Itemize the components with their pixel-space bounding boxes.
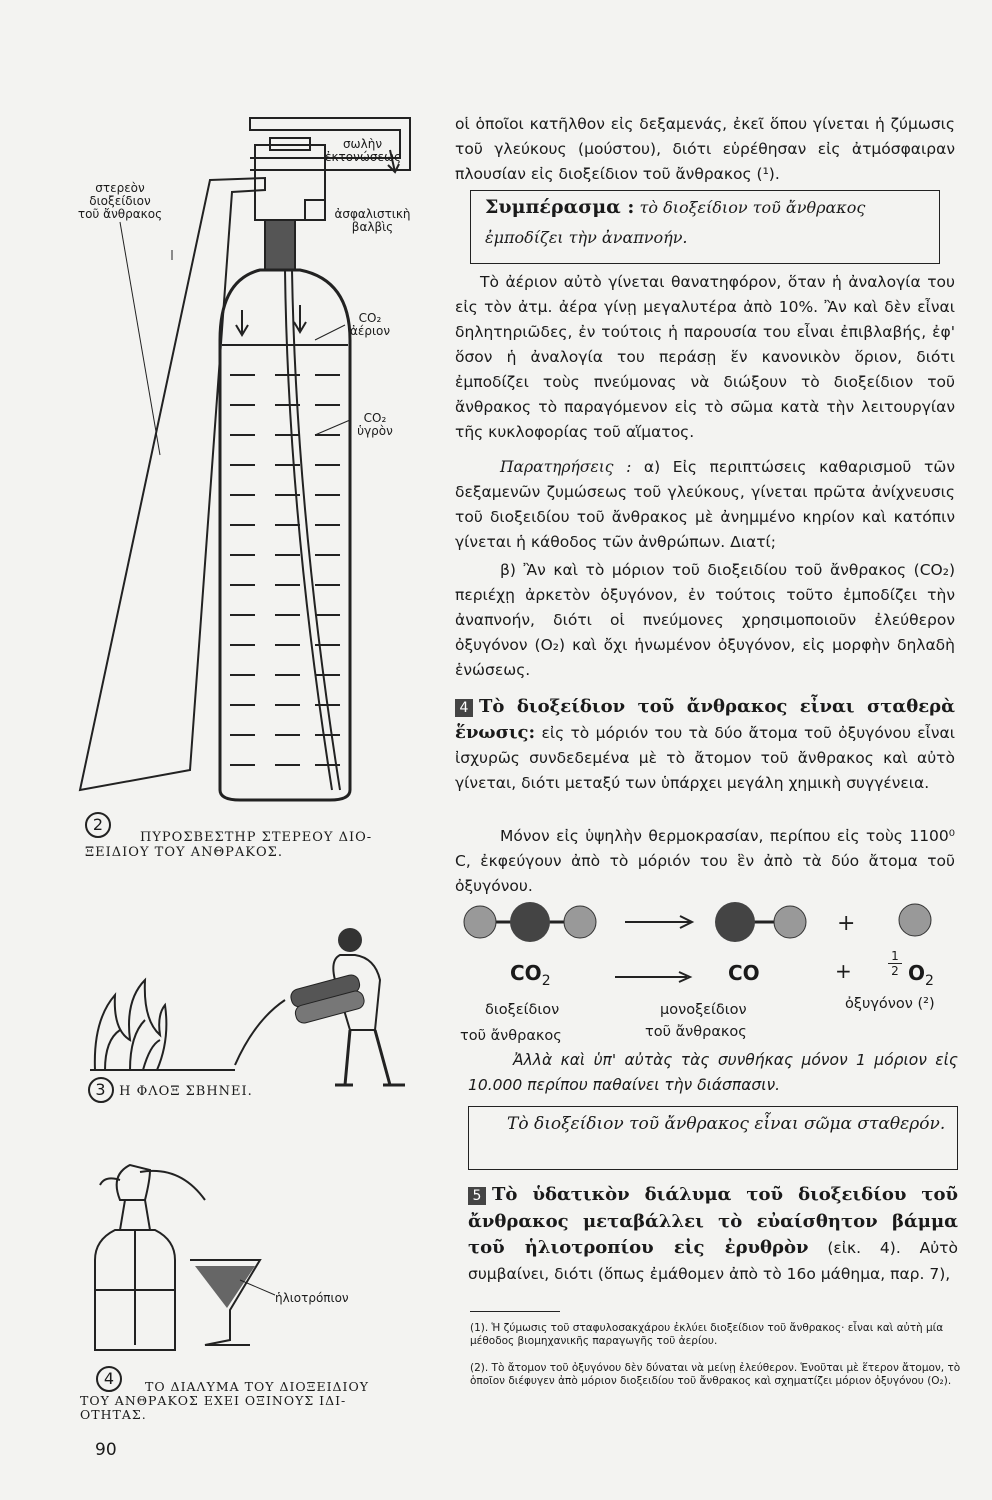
paragraph-rare: Ἀλλὰ καὶ ὑπ' αὐτὰς τὰς συνθήκας μόνον 1 μόριον εἰς 10.000 περίπου παθαίνει τὴν διάσπασιν. bbox=[468, 1051, 958, 1094]
footnote-2: (2). Τὸ ἄτομον τοῦ ὀξυγόνου δὲν δύναται νὰ μείνῃ ἐλεύθερον. Ἑνοῦται μὲ ἕτερον ἄτομον, τὸ ὁποῖον διέφυγεν ἀπὸ μόριον διοξειδίου τοῦ ἄνθρακος καὶ σχηματίζει μόριον ὀξυγόνου (O₂). bbox=[470, 1362, 961, 1387]
svg-text:+: + bbox=[837, 911, 856, 936]
section-5-badge: 5 bbox=[468, 1187, 486, 1205]
flame-extinguish-illustration bbox=[85, 920, 425, 1095]
caption-text: Η ΦΛΟΞ ΣΒΗΝΕΙ. bbox=[119, 1084, 253, 1099]
eq-co: CO bbox=[728, 961, 760, 985]
label-line: διοξείδιον bbox=[89, 194, 151, 208]
eq-name: διοξείδιον bbox=[485, 1002, 560, 1018]
eq-name: ὀξυγόνον (²) bbox=[845, 996, 935, 1012]
stable-box bbox=[468, 1106, 958, 1170]
paragraph-oxygen: β) Ἂν καὶ τὸ μόριον τοῦ διοξειδίου τοῦ ἄνθρακος (CO₂) περιέχῃ ἀρκετὸν ὀξυγόνον, ἐν τούτοις τοῦτο ἐμποδίζει τὴν ἀναπνοήν, διότι οἱ πνεύμονες χρησιμοποιοῦν ἐλεύθερον ὀξυγόνον (O₂) καὶ ὄχι ἡνωμένον ὀξυγόνον, εἰς μορφὴν δηλαδὴ ἑνώσεως. bbox=[455, 561, 955, 679]
paragraph-intro: οἱ ὁποῖοι κατῆλθον εἰς δεξαμενάς, ἐκεῖ ὅπου γίνεται ἡ ζύμωσις τοῦ γλεύκους (μούστου), διότι εὑρέθησαν εἰς ἀτμόσφαιραν πλουσίαν εἰς διοξείδιον τοῦ ἄνθρακος (¹). bbox=[455, 115, 955, 183]
footnote-1: (1). Ἡ ζύμωσις τοῦ σταφυλοσακχάρου ἐκλύει διοξείδιον τοῦ ἄνθρακος· εἶναι καὶ αὐτὴ μία μέθοδος βιομηχανικῆς παραγωγῆς τοῦ ἀερίου. bbox=[470, 1322, 944, 1347]
section-4-badge: 4 bbox=[455, 699, 473, 717]
eq-o2 bbox=[908, 961, 934, 989]
label-line: σωλὴν bbox=[342, 137, 383, 151]
number-badge: 3 bbox=[88, 1077, 114, 1103]
eq-o2-symbol: O bbox=[908, 961, 926, 985]
section-4-title: Τὸ διοξείδιον τοῦ ἄνθρακος εἶναι σταθερὰ ἕνωσις: bbox=[455, 696, 955, 743]
caption-line: ΤΟ ΔΙΑΛΥΜΑ ΤΟΥ ΔΙΟΞΕΙΔΙΟΥ bbox=[145, 1379, 369, 1394]
figure3-caption bbox=[88, 1077, 253, 1103]
figure2-caption bbox=[85, 830, 445, 860]
eq-o2-subscript: 2 bbox=[925, 973, 934, 989]
page-number: 90 bbox=[95, 1440, 117, 1460]
label-line: στερεὸν bbox=[95, 181, 145, 195]
label-line: ἀέριον bbox=[349, 324, 391, 338]
eq-name: τοῦ ἄνθρακος bbox=[460, 1028, 562, 1044]
paragraph-high-temp: Μόνον εἰς ὑψηλὴν θερμοκρασίαν, περίπου εἰς τοὺς 1100⁰ C, ἐκφεύγουν ἀπὸ τὸ μόριόν του ἓν ἀπὸ τὰ δύο ἄτομα τοῦ ὀξυγόνου. bbox=[455, 827, 955, 895]
label-gas bbox=[345, 312, 395, 338]
caption-line: ΠΥΡΟΣΒΕΣΤΗΡ ΣΤΕΡΕΟΥ ΔΙΟ- bbox=[140, 830, 373, 845]
figure4-caption bbox=[80, 1380, 450, 1422]
section-5 bbox=[468, 1182, 958, 1287]
caption-line: ΤΟΥ ΑΝΘΡΑΚΟΣ ΕΧΕΙ ΟΞΙΝΟΥΣ ΙΔΙ- bbox=[80, 1393, 347, 1408]
caption-line: ΞΕΙΔΙΟΥ ΤΟΥ ΑΝΘΡΑΚΟΣ. bbox=[85, 845, 283, 860]
eq-co2 bbox=[510, 961, 551, 989]
label-liquid bbox=[350, 412, 400, 438]
siphon-litmus-illustration bbox=[90, 1160, 330, 1360]
eq-plus: + bbox=[835, 959, 852, 983]
conclusion-label: Συμπέρασμα : bbox=[485, 196, 635, 218]
eq-co2-symbol: CO bbox=[510, 961, 542, 985]
number-badge: 2 bbox=[85, 812, 111, 838]
eq-half-numerator: 1 bbox=[888, 949, 902, 964]
paragraph-danger: Τὸ ἀέριον αὐτὸ γίνεται θανατηφόρον, ὅταν ἡ ἀναλογία του εἰς τὸν ἀτμ. ἀέρα γίνῃ μεγαλυτέρα ἀπὸ 10%. Ἂν καὶ δὲν εἶναι δηλητηριῶδες, ἐν τούτοις ἡ παρουσία του εἶναι ἐπιβλαβής, ἐφ' ὅσον ἡ ἀναλογία του περάσῃ ἕν κανονικὸν ὅριον, διότι ἐμποδίζει τοὺς πνεύμονας νὰ διώξουν τὸ διοξείδιον τοῦ ἄνθρακος τὸ παραγόμενον εἰς τὸ σῶμα κατὰ τὴν λειτουργίαν τῆς κυκλοφορίας τοῦ αἵματος. bbox=[455, 273, 955, 441]
label-solid-co2 bbox=[65, 182, 175, 221]
label-line: τοῦ ἄνθρακος bbox=[77, 207, 163, 221]
molecule-diagram bbox=[460, 900, 960, 945]
label-line: CO₂ bbox=[358, 311, 382, 325]
equation-names bbox=[460, 998, 960, 1048]
footnote-rule bbox=[470, 1311, 560, 1312]
label-valve bbox=[325, 208, 420, 234]
label-line: ἐκτονώσεως bbox=[325, 150, 402, 164]
number-badge: 4 bbox=[96, 1366, 122, 1392]
section-5-text: (εἰκ. 4). Αὐτὸ συμβαίνει, διότι (ὅπως ἐμάθομεν ἀπὸ τὸ 16ο μάθημα, παρ. 7), bbox=[468, 1239, 958, 1283]
label-line: ὑγρὸν bbox=[357, 424, 393, 438]
conclusion-text: τὸ διοξείδιον τοῦ ἄνθρακος ἐμποδίζει τὴν ἀναπνοήν. bbox=[485, 198, 866, 247]
eq-arrow bbox=[615, 971, 695, 983]
eq-half bbox=[888, 949, 902, 978]
label-line: βαλβὶς bbox=[351, 220, 394, 234]
observations-label: Παρατηρήσεις : bbox=[500, 458, 632, 476]
label-litmus: ἡλιοτρόπιον bbox=[275, 1291, 349, 1305]
stable-text: Τὸ διοξείδιον τοῦ ἄνθρακος εἶναι σῶμα σταθερόν. bbox=[507, 1114, 946, 1134]
section-4 bbox=[455, 694, 955, 796]
paragraph-observations bbox=[455, 455, 955, 555]
caption-line: ΟΤΗΤΑΣ. bbox=[80, 1407, 147, 1422]
eq-half-denominator: 2 bbox=[891, 964, 899, 978]
label-line: CO₂ bbox=[363, 411, 387, 425]
eq-name: μονοξείδιον bbox=[660, 1002, 747, 1018]
observations-text: α) Εἰς περιπτώσεις καθαρισμοῦ τῶν δεξαμενῶν ζυμώσεως τοῦ γλεύκους, γίνεται πρῶτα ἀνίχνευσις τοῦ διοξειδίου τοῦ ἄνθρακος μὲ ἀνημμένο κηρίον καὶ κατόπιν γίνεται ἡ κάθοδος τῶν ἀνθρώπων. Διατί; bbox=[455, 458, 955, 551]
conclusion-box bbox=[470, 190, 940, 264]
eq-name: τοῦ ἄνθρακος bbox=[645, 1024, 747, 1040]
label-tube bbox=[325, 138, 400, 164]
label-line: ἀσφαλιστικὴ bbox=[334, 207, 411, 221]
section-4-text: εἰς τὸ μόριόν του τὰ δύο ἄτομα τοῦ ὀξυγόνου εἶναι ἰσχυρῶς συνδεδεμένα μὲ τὸ ἄτομον τοῦ ἄνθρακος καὶ αὐτὸ γίνεται, διότι μεταξύ των ὑπάρχει μεγάλη χημικὴ συγγένεια. bbox=[455, 724, 955, 792]
eq-co2-subscript: 2 bbox=[541, 973, 551, 989]
section-5-title: Τὸ ὑδατικὸν διάλυμα τοῦ διοξειδίου τοῦ ἄνθρακος μεταβάλλει τὸ εὐαίσθητον βάμμα τοῦ ἡλιοτροπίου εἰς ἐρυθρὸν bbox=[468, 1184, 958, 1258]
